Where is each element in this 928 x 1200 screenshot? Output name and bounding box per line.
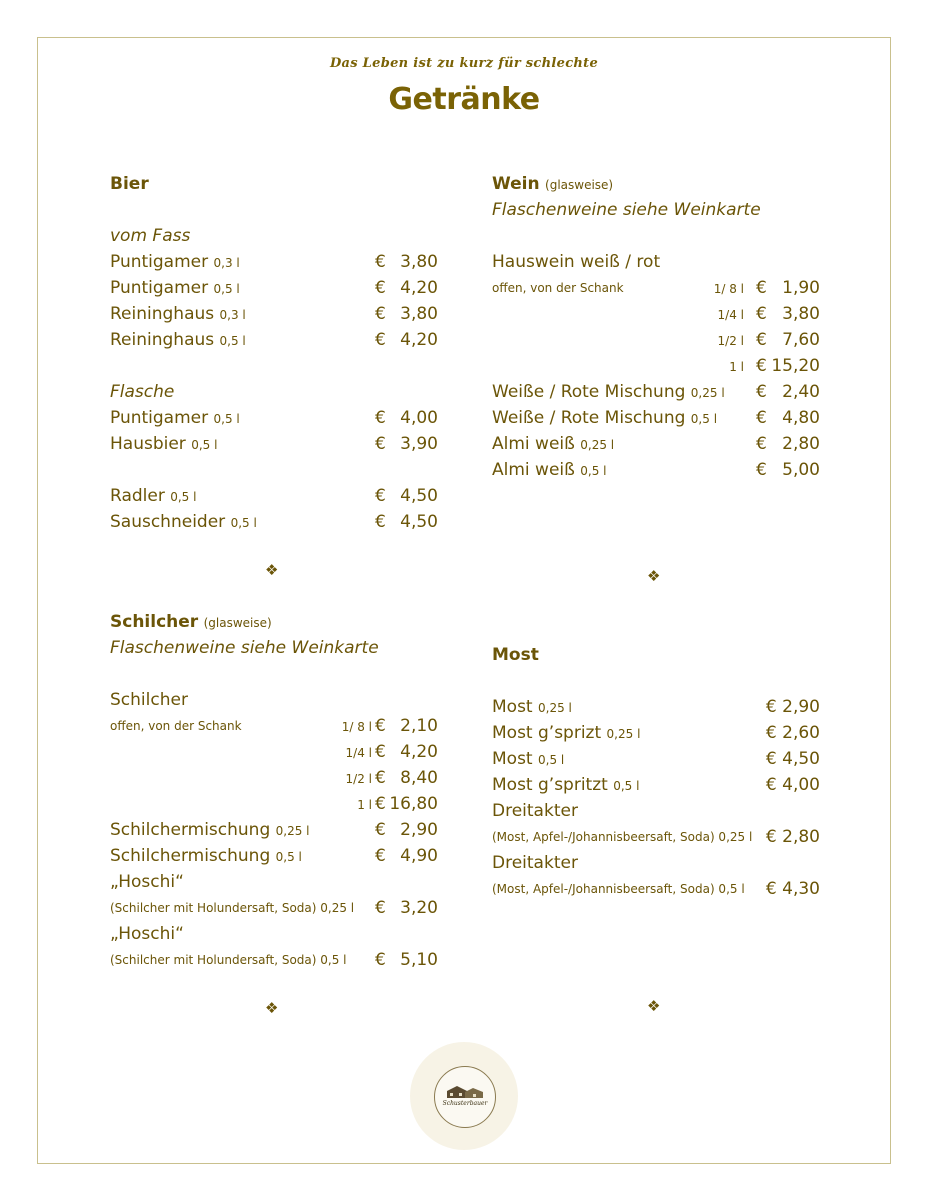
most-section (492, 642, 822, 902)
hoschi-name: „Hoschi“ (110, 924, 184, 944)
most-title: Most (492, 645, 539, 665)
menu-item: 1/4 l € 4,20 (345, 742, 438, 762)
menu-item: Schilchermischung 0,5 l € 4,90 (110, 846, 438, 866)
page-title: Getränke (388, 82, 540, 117)
schilcher-house-title: Schilcher (110, 690, 188, 710)
schilcher-section: Schilcher (glasweise) Flaschenweine siehe Weinkarte Schilcher offen, von der Schank 1/ 8 l € 2,10 1/4 l € 4,20 1/2 l € 8,40 1 l € 16,80 Schilchermischung 0,25 l € 2,90 Schilchermischung 0,5 l € 4,90 „Hoschi“ (Schilcher mit Holundersaft, Soda) 0,25 l € 3,20 „Hoschi“ (Schilcher mit Holundersaft, Soda) 0,5 l € 5,10 (110, 609, 440, 973)
menu-item: (Most, Apfel-/Johannisbeersaft, Soda) 0,5 l € 4,30 (492, 879, 820, 899)
ornament-icon: ❖ (647, 997, 661, 1015)
menu-item: 1 l € 16,80 (357, 794, 438, 814)
menu-item: offen, von der Schank 1/ 8 l € 2,10 (110, 716, 438, 736)
menu-item: 1/2 l € 7,60 (717, 330, 820, 350)
wein-note: Flaschenweine siehe Weinkarte (492, 200, 761, 220)
menu-item: Almi weiß 0,25 l € 2,80 (492, 434, 820, 454)
farmhouse-logo-icon (434, 1066, 496, 1128)
menu-item: Schilchermischung 0,25 l € 2,90 (110, 820, 438, 840)
hauswein-title: Hauswein weiß / rot (492, 252, 661, 272)
menu-item: 1/2 l € 8,40 (345, 768, 438, 788)
menu-item: Reininghaus 0,3 l € 3,80 (110, 304, 438, 324)
farmhouse-icon (445, 1085, 485, 1099)
menu-item: (Most, Apfel-/Johannisbeersaft, Soda) 0,25 l € 2,80 (492, 827, 820, 847)
wein-section: Wein (glasweise) Flaschenweine siehe Weinkarte Hauswein weiß / rot offen, von der Schank 1/ 8 l € 1,90 1/4 l € 3,80 1/2 l € 7,60 1 l € 15,20 Weiße / Rote Mischung 0,25 l € 2,40 Weiße / Rote Mischung 0,5 l € 4,80 Almi weiß 0,25 l € 2,80 Almi weiß 0,5 l € 5,00 (492, 171, 822, 483)
flasche-title: Flasche (110, 382, 175, 402)
wein-title: Wein (492, 174, 540, 194)
menu-item: Almi weiß 0,5 l € 5,00 (492, 460, 820, 480)
menu-item: Puntigamer 0,3 l € 3,80 (110, 252, 438, 272)
fass-title: vom Fass (110, 226, 191, 246)
tagline: Das Leben ist zu kurz für schlechte (329, 56, 599, 71)
menu-item: offen, von der Schank 1/ 8 l € 1,90 (492, 278, 820, 298)
menu-item: Most g’sprizt 0,25 l € 2,60 (492, 723, 820, 743)
bier-section (110, 171, 440, 535)
menu-item: Weiße / Rote Mischung 0,5 l € 4,80 (492, 408, 820, 428)
menu-item: Puntigamer 0,5 l € 4,00 (110, 408, 438, 428)
menu-item: Most 0,25 l € 2,90 (492, 697, 820, 717)
schilcher-note: Flaschenweine siehe Weinkarte (110, 638, 379, 658)
menu-item: Sauschneider 0,5 l € 4,50 (110, 512, 438, 532)
logo-text: Schusterbauer (442, 1100, 488, 1107)
menu-item: 1/4 l € 3,80 (717, 304, 820, 324)
menu-item: (Schilcher mit Holundersaft, Soda) 0,25 l € 3,20 (110, 898, 438, 918)
dreitakter-name: Dreitakter (492, 801, 578, 821)
menu-item: Reininghaus 0,5 l € 4,20 (110, 330, 438, 350)
ornament-icon: ❖ (265, 561, 279, 579)
menu-item: 1 l € 15,20 (729, 356, 820, 376)
menu-item: (Schilcher mit Holundersaft, Soda) 0,5 l € 5,10 (110, 950, 438, 970)
dreitakter-name: Dreitakter (492, 853, 578, 873)
menu-item: Most g’spritzt 0,5 l € 4,00 (492, 775, 820, 795)
bier-title: Bier (110, 174, 149, 194)
logo-badge (410, 1042, 518, 1150)
menu-item: Weiße / Rote Mischung 0,25 l € 2,40 (492, 382, 820, 402)
hoschi-name: „Hoschi“ (110, 872, 184, 892)
menu-item: Most 0,5 l € 4,50 (492, 749, 820, 769)
ornament-icon: ❖ (647, 567, 661, 585)
ornament-icon: ❖ (265, 999, 279, 1017)
menu-item: Puntigamer 0,5 l € 4,20 (110, 278, 438, 298)
menu-item: Radler 0,5 l € 4,50 (110, 486, 438, 506)
schilcher-title: Schilcher (110, 612, 199, 632)
menu-item: Hausbier 0,5 l € 3,90 (110, 434, 438, 454)
